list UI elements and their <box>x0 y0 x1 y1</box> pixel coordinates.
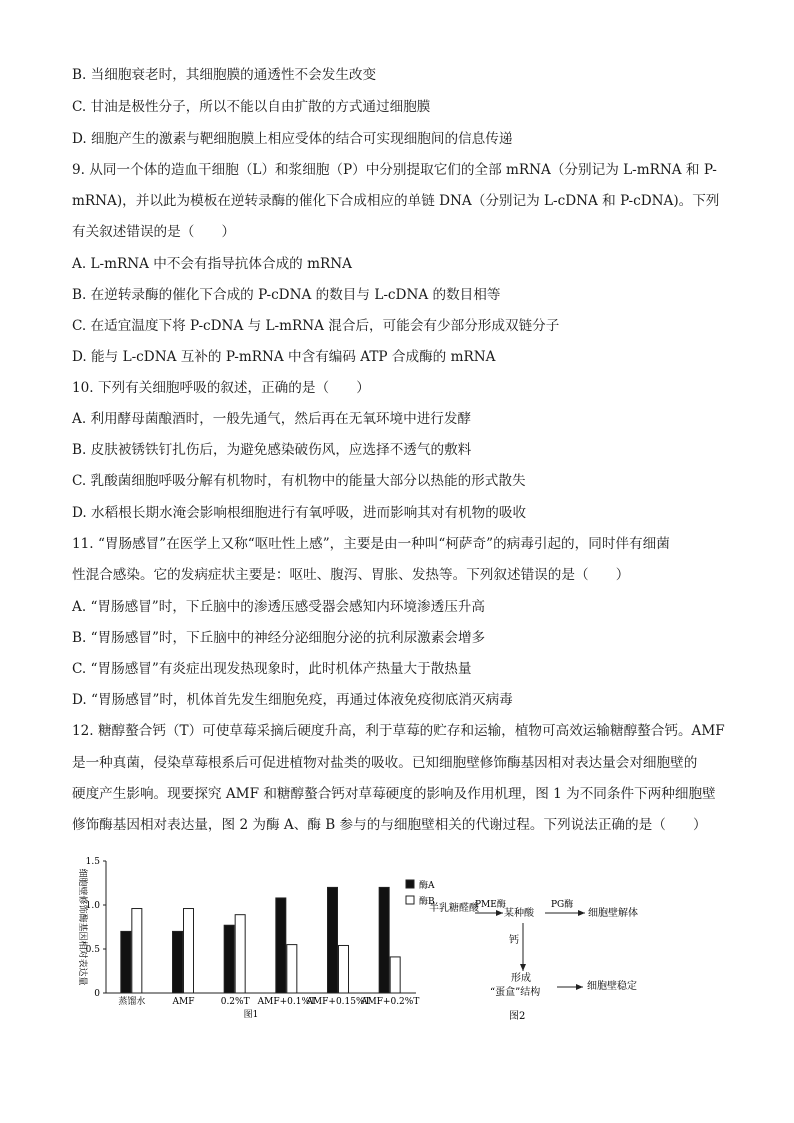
text-line: C. 乳酸菌细胞呼吸分解有机物时，有机物中的能量大部分以热能的形式散失 <box>72 473 526 489</box>
text-line: D. 能与 L-cDNA 互补的 P-mRNA 中含有编码 ATP 合成酶的 mRNA <box>72 349 496 365</box>
x-tick-label: AMF+0.15%T <box>306 997 371 1007</box>
bar-a <box>224 925 234 993</box>
legend-swatch <box>406 896 414 904</box>
bar-b <box>287 945 297 993</box>
text-line: D. “胃肠感冒”时，机体首先发生细胞免疫，再通过体液免疫彻底消灭病毒 <box>72 692 513 708</box>
figure-1-caption: 图1 <box>243 1010 259 1020</box>
diagram-intermediate: 某种酸 <box>504 908 534 919</box>
text-line: 硬度产生影响。现要探究 AMF 和糖醇螯合钙对草莓硬度的影响及作用机理，图 1 为不同条件下两种细胞壁 <box>72 786 716 802</box>
diagram-eggbox: “蛋盒”结构 <box>490 987 541 998</box>
y-axis-label: 细胞壁修饰酶基因相对表达量 <box>77 868 87 986</box>
bar-b <box>235 915 245 993</box>
text-line: mRNA)，并以此为模板在逆转录酶的催化下合成相应的单链 DNA（分别记为 L-cDNA 和 P-cDNA)。下列 <box>72 193 720 209</box>
figure-2-caption: 图2 <box>509 1011 526 1022</box>
diagram-pme: PME酶 <box>475 900 506 910</box>
diagram-form: 形成 <box>511 973 531 984</box>
text-line: B. 在逆转录酶的催化下合成的 P-cDNA 的数目与 L-cDNA 的数目相等 <box>72 287 501 303</box>
bar-a <box>173 931 183 993</box>
text-line: 9. 从同一个体的造血干细胞（L）和浆细胞（P）中分别提取它们的全部 mRNA（分别记为 L-mRNA 和 P- <box>72 162 717 178</box>
diagram-disintegrate: 细胞壁解体 <box>588 908 638 919</box>
x-tick-label: AMF <box>172 997 195 1007</box>
bar-a <box>276 898 286 993</box>
text-line: 有关叙述错误的是（ ） <box>72 224 236 240</box>
bar-a <box>328 887 338 993</box>
text-line: 是一种真菌，侵染草莓根系后可促进植物对盐类的吸收。已知细胞壁修饰酶基因相对表达量会对细胞壁的 <box>72 755 698 771</box>
text-line: A. “胃肠感冒”时，下丘脑中的渗透压感受器会感知内环境渗透压升高 <box>72 599 485 615</box>
diagram-pg: PG酶 <box>551 900 574 910</box>
bar-b <box>390 957 400 993</box>
text-line: A. L-mRNA 中不会有指导抗体合成的 mRNA <box>72 256 352 272</box>
diagram-substrate-1: 半乳糖醛酸 <box>429 903 479 914</box>
x-tick-label: AMF+0.1%T <box>257 997 317 1007</box>
text-line: A. 利用酵母菌酿酒时，一般先通气，然后再在无氧环境中进行发酵 <box>72 411 472 427</box>
text-line: D. 水稻根长期水淹会影响根细胞进行有氧呼吸，进而影响其对有机物的吸收 <box>72 505 527 521</box>
bar-a <box>379 887 389 993</box>
text-line: B. 皮肤被锈铁钉扎伤后，为避免感染破伤风，应选择不透气的敷料 <box>72 442 472 458</box>
text-line: C. 甘油是极性分子，所以不能以自由扩散的方式通过细胞膜 <box>72 99 431 115</box>
text-line: D. 细胞产生的激素与靶细胞膜上相应受体的结合可实现细胞间的信息传递 <box>72 131 513 147</box>
bar-b <box>339 945 349 993</box>
legend-label: 酶A <box>419 881 435 891</box>
diagram-calcium: 钙 <box>509 935 519 946</box>
y-tick-label: 1.5 <box>85 857 100 867</box>
bar-a <box>121 931 131 993</box>
x-tick-label: 0.2%T <box>220 997 250 1007</box>
bar-b <box>184 909 194 993</box>
y-tick-label: 0.5 <box>85 945 100 955</box>
text-line: 12. 糖醇螯合钙（T）可使草莓采摘后硬度升高，利于草莓的贮存和运输，植物可高效运输糖醇螯合钙。AMF <box>72 723 725 739</box>
text-line: C. 在适宜温度下将 P-cDNA 与 L-mRNA 混合后，可能会有少部分形成双链分子 <box>72 318 560 334</box>
legend-swatch <box>406 880 414 888</box>
y-tick-label: 0 <box>94 989 100 999</box>
text-line: 10. 下列有关细胞呼吸的叙述，正确的是（ ） <box>72 380 370 396</box>
text-line: C. “胃肠感冒”有炎症出现发热现象时，此时机体产热量大于散热量 <box>72 661 472 677</box>
legend-label: 酶B <box>419 897 435 907</box>
bar-b <box>132 909 142 993</box>
diagram-stable: 细胞壁稳定 <box>587 981 637 992</box>
text-line: 修饰酶基因相对表达量，图 2 为酶 A、酶 B 参与的与细胞壁相关的代谢过程。下列说法正确的是（ ） <box>72 817 707 833</box>
text-line: 性混合感染。它的发病症状主要是：呕吐、腹泻、胃胀、发热等。下列叙述错误的是（ ） <box>72 567 630 583</box>
x-tick-label: AMF+0.2%T <box>360 997 420 1007</box>
figure-2-diagram <box>423 843 638 1028</box>
y-tick-label: 1.0 <box>85 901 100 911</box>
text-line: 11. “胃肠感冒”在医学上又称“呕吐性上感”，主要是由一种叫“柯萨奇”的病毒引起的，同时伴有细菌 <box>72 536 670 552</box>
text-line: B. 当细胞衰老时，其细胞膜的通透性不会发生改变 <box>72 67 377 83</box>
x-tick-label: 蒸馏水 <box>118 997 146 1007</box>
text-line: B. “胃肠感冒”时，下丘脑中的神经分泌细胞分泌的抗利尿激素会增多 <box>72 630 486 646</box>
